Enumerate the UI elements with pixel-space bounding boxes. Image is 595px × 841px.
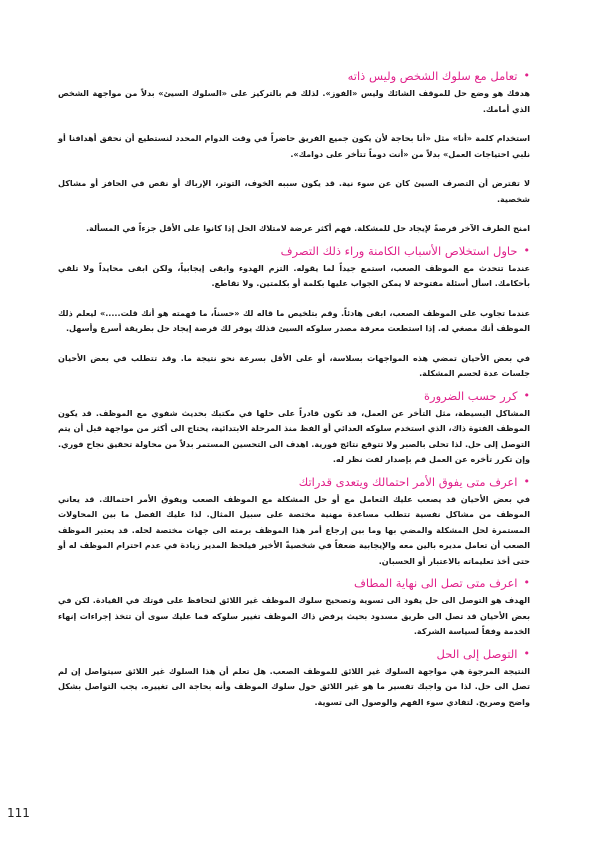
section-repeat: [58, 388, 530, 468]
section-root-causes: [58, 243, 530, 382]
paragraph: استخدام كلمة «أنا» مثل «أنا بحاجة لأن يكون جميع الفريق حاضراً في وقت الدوام المحدد لنستطيع أن نحقق أهدافنا أو نلبي احتياجات العمل» بدلاً من «أنت دوماً تتأخر على دوامك».: [58, 133, 530, 159]
heading-text: اعرف متى تصل الى نهاية المطاف: [353, 576, 518, 590]
paragraph: عندما تتحدث مع الموظف الصعب، استمع جيداً لما يقوله. التزم الهدوء وابقى إيجابياً، ولكن ابقى محايداً ولا تلقي بأحكامك. اسأل أسئلة مفتوحة لا يمكن الجواب عليها بكلمة أو بكلمتين. ولا تقاطع.: [58, 262, 530, 288]
page-number: 111: [7, 806, 30, 820]
bullet-icon: •: [523, 243, 530, 257]
section-resolution: [58, 646, 530, 711]
section-heading: [58, 646, 530, 662]
heading-text: حاول استخلاص الأسباب الكامنة وراء ذلك التصرف: [280, 243, 518, 258]
paragraph: النتيجة المرجوة هي مواجهة السلوك غير اللائق للموظف الصعب. هل تعلم أن هذا السلوك غير اللائق سيتواصل إن لم تصل الى حل. لذا من واجبك تفسير ما هو غير اللائق حول سلوك الموظف وأنه بحاجة الى تغييره. يجب التواصل بشكل واضح وصريح. لتفادي سوء الفهم والوصول الى تسوية.: [58, 665, 530, 707]
heading-text: اعرف متى يفوق الأمر احتمالك ويتعدى قدراتك: [298, 474, 518, 489]
section-heading: [58, 68, 530, 84]
bullet-icon: •: [523, 388, 530, 402]
bullet-icon: •: [523, 69, 530, 82]
paragraph: عندما تجاوب على الموظف الصعب، ابقى هادئاً. وقم بتلخيص ما قاله لك «حسناً، ما فهمته هو أنك قلت.....» ليعلم ذلك الموظف أنك مصغي له. إذا استطعت معرفة مصدر سلوكه السيئ فذلك يوفر لك فرصة إيجاد حل بطريقة أسرع وأسهل.: [58, 307, 530, 333]
section-end-of-road: [58, 575, 530, 640]
section-know-limits: [58, 474, 530, 570]
paragraph: المشاكل البسيطة، مثل التأخر عن العمل، قد تكون قادراً على حلها في مكتبك بحديث شفوي مع الموظف. قد يكون الموظف الفتوة ذاك، الذي استخدم سلوكه العدائي أو الفظ منذ المرحلة الابتدائية، يحتاج الى أكثر من مواجهة قبل أن يتم التوصل إلى حل. لذا تحلى بالصبر ولا تتوقع نتائج فورية. اهدف الى التحسين المستمر بدلاً من محاولة تحقيق نجاح فوري. وإن تكرر تأخره عن العمل قم بإصدار لفت نظر له.: [58, 407, 530, 464]
paragraph: في بعض الأحيان تمضي هذه المواجهات بسلاسة، أو على الأقل بسرعة نحو نتيجة ما. وقد تتطلب في بعض الأحيان جلسات عدة لحسم المشكلة.: [58, 352, 530, 378]
bullet-icon: •: [523, 576, 530, 589]
section-heading: [58, 474, 530, 490]
paragraph: الهدف هو التوصل الى حل يقود الى تسوية وتصحيح سلوك الموظف غير اللائق لتحافظ على قوتك في القيادة. لكن في بعض الأحيان قد تصل الى طريق مسدود بحيث يرفض ذاك الموظف تغيير سلوكه فما عليك سوى أن تتخذ إجراءات إنهاء الخدمة وفقاً لسياسة الشركة.: [58, 595, 530, 636]
page-content: [58, 62, 530, 710]
heading-text: التوصل إلى الحل: [436, 646, 518, 661]
heading-text: كرر حسب الضرورة: [424, 388, 518, 403]
paragraph: لا تفترض أن التصرف السيئ كان عن سوء نية. قد يكون سببه الخوف، التوتر، الإرباك أو نقص في الحافز أو مشاكل شخصية.: [58, 178, 530, 204]
section-heading: [58, 575, 530, 591]
paragraph: امنح الطرف الآخر فرصةً لإيجاد حل للمشكلة. فهم أكثر عرضة لامتلاك الحل إذا كانوا على الأقل جزءاً في المسألة.: [85, 223, 530, 233]
section-behavior: [58, 68, 530, 237]
bullet-icon: •: [523, 474, 530, 488]
section-heading: [58, 388, 530, 404]
paragraph: هدفك هو وضع حل للموقف الشائك وليس «الفوز». لذلك قم بالتركيز على «السلوك السيئ» بدلاً من مواجهة الشخص الذي أمامك.: [58, 88, 530, 114]
section-heading: [58, 243, 530, 259]
heading-text: تعامل مع سلوك الشخص وليس ذاته: [347, 69, 518, 83]
paragraph: في بعض الأحيان قد يصعب عليك التعامل مع أو حل المشكلة مع الموظف الصعب ويفوق الأمر احتمالك. قد يعاني الموظف من مشاكل نفسية تتطلب مساعدة مهنية مختصة على سبيل المثال. لذا عليك الفصل ما بين المحاولات المستمرة لحل المشكلة والمضي بها وما بين إرجاع أمر هذا الموظف برمته الى جهات مختصة لحله. قد يعتبر الموظف الصعب أن تعامل مديره بالين معه والإيجابية ضعفاً في شخصيةّ الأخير فيلحظ المدير زيادة في عدم احترام الموظف له أو حتى أخذ تعليماته بالاعتبار أو الحسبان.: [58, 493, 530, 566]
bullet-icon: •: [523, 646, 530, 660]
